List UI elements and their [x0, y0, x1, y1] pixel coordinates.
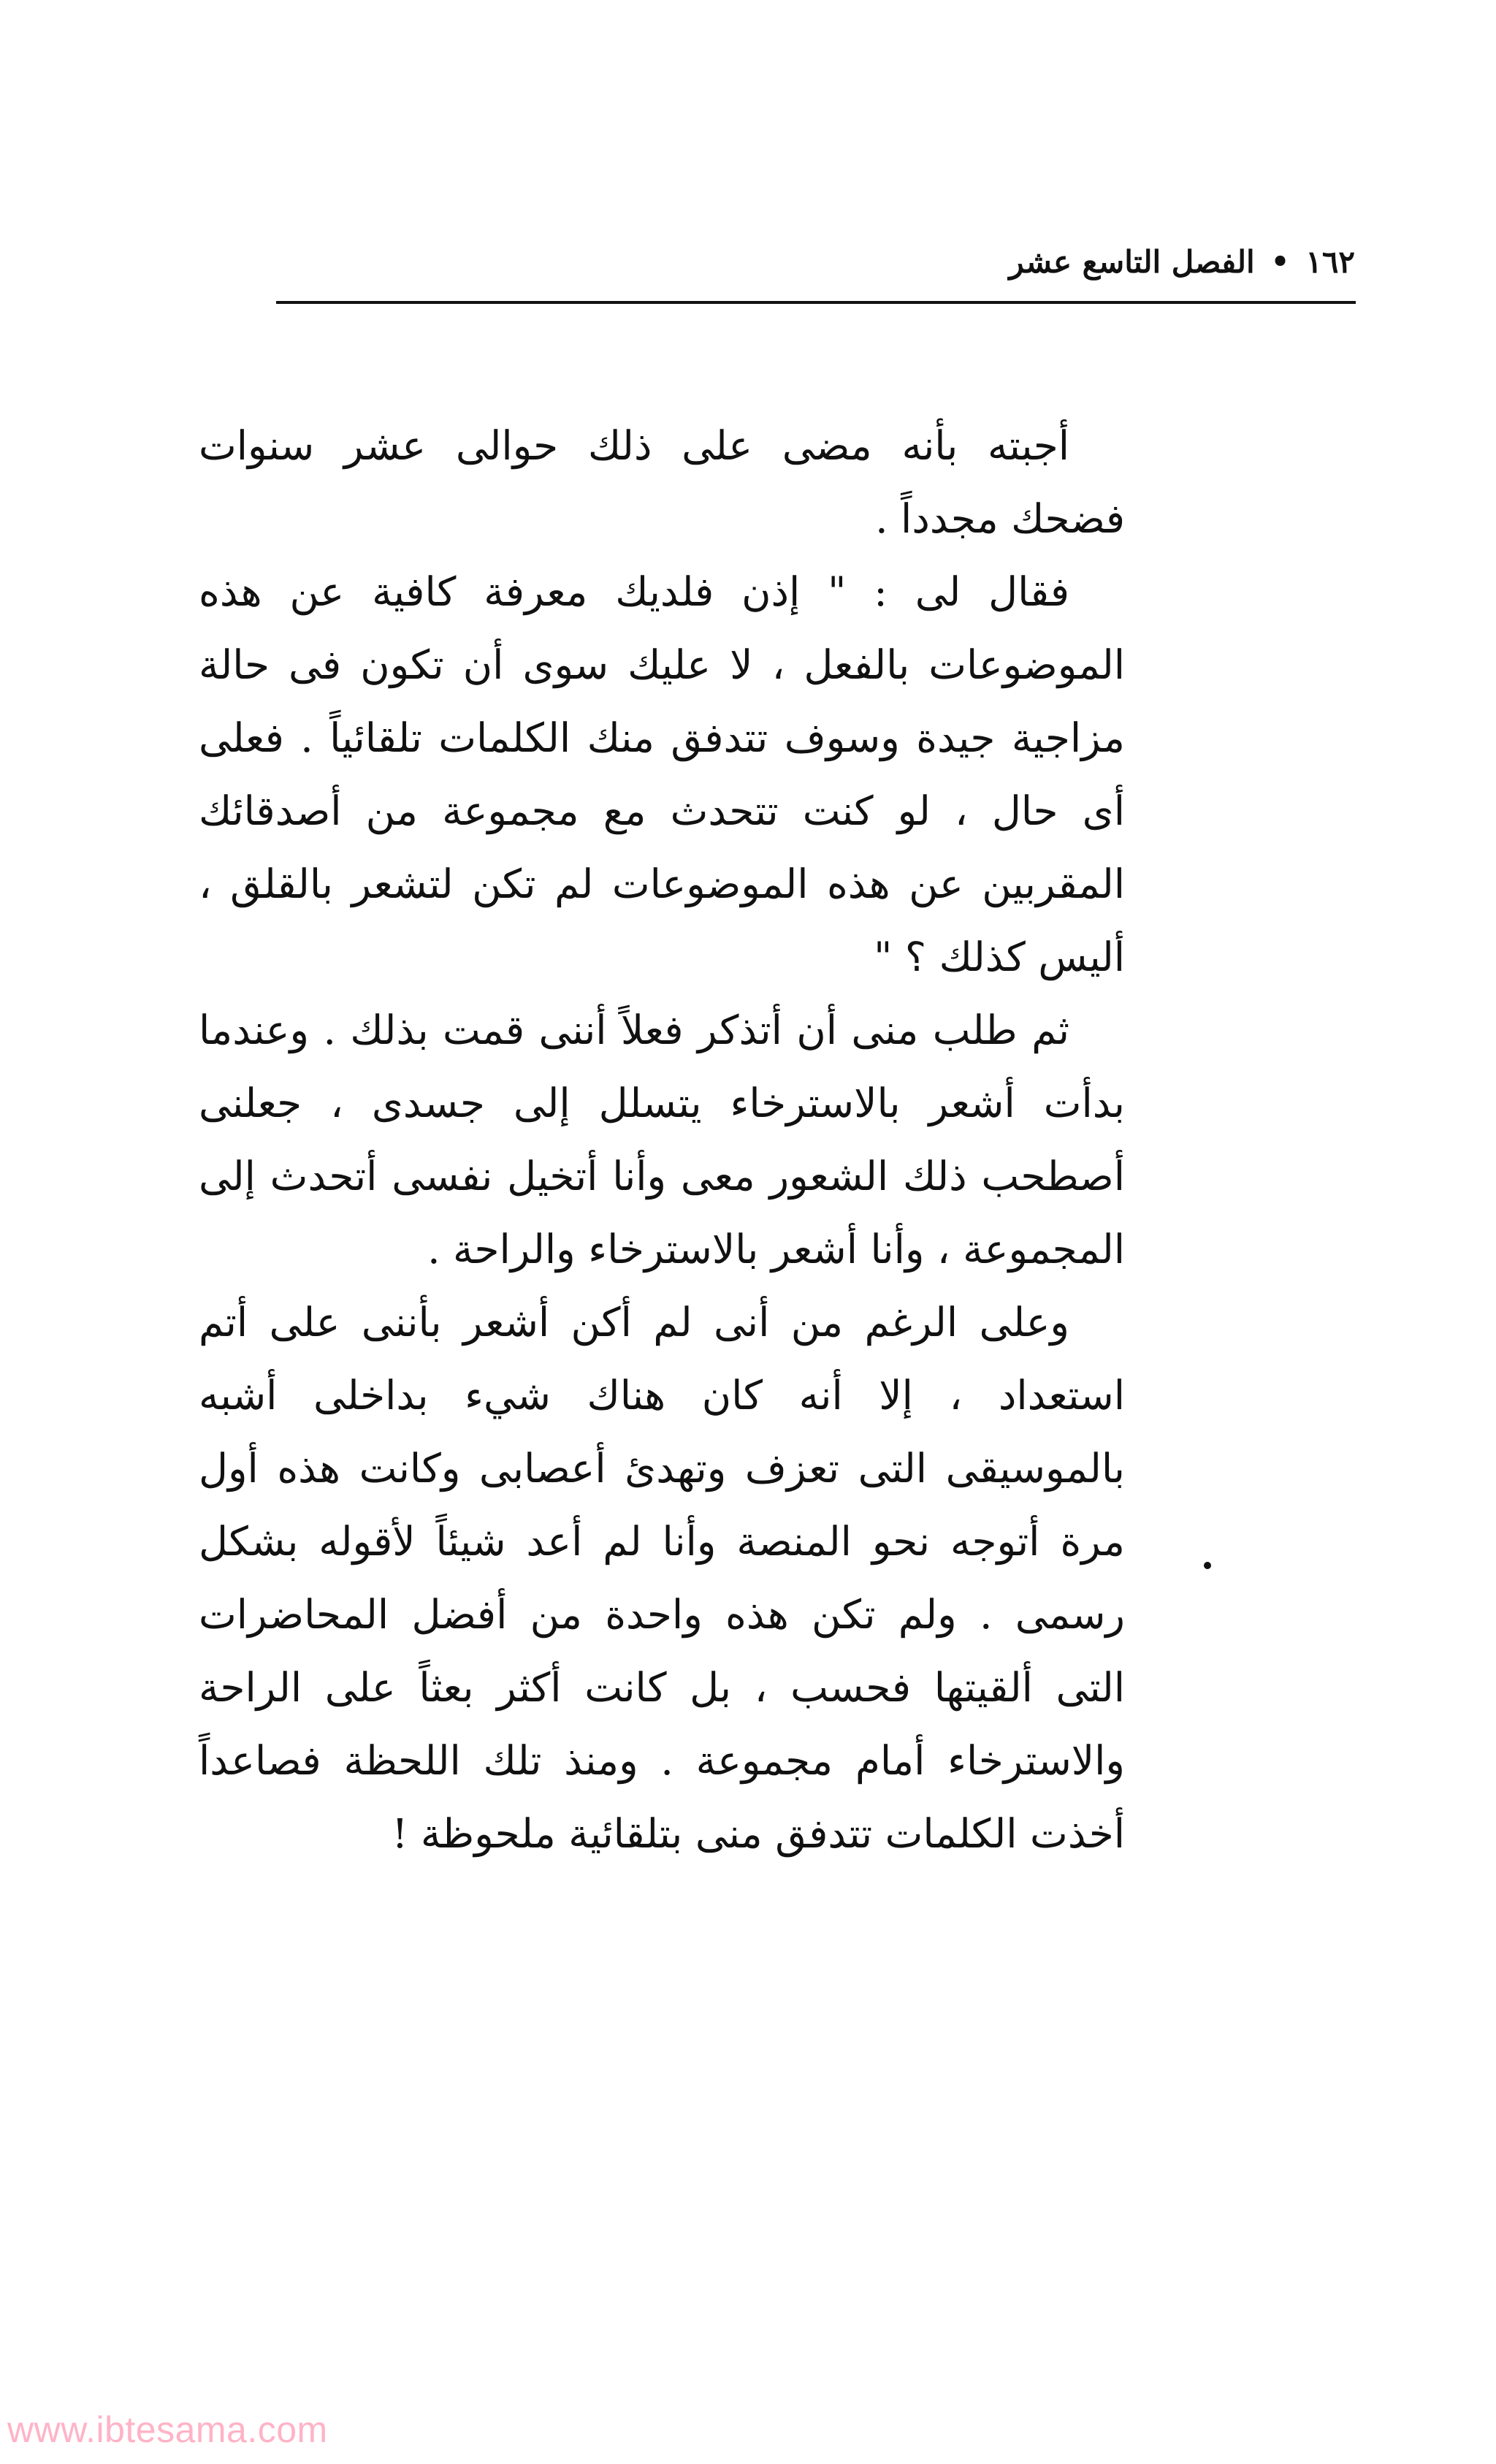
header-divider — [276, 301, 1356, 304]
running-header — [278, 232, 1355, 291]
margin-dot — [1204, 1562, 1211, 1569]
paragraph-3: ثم طلب منى أن أتذكر فعلاً أننى قمت بذلك . وعندما بدأت أشعر بالاسترخاء يتسلل إلى جسدى ، جعلنى أصطحب ذلك الشعور معى وأنا أتخيل نفسى أتحدث إلى المجموعة ، وأنا أشعر بالاسترخاء والراحة . — [199, 1007, 1125, 1273]
watermark-url: www.ibtesama.com — [7, 2409, 328, 2450]
paragraph-1: أجبته بأنه مضى على ذلك حوالى عشر سنوات فضحك مجدداً . — [199, 422, 1125, 542]
paragraph-4: وعلى الرغم من أنى لم أكن أشعر بأننى على أتم استعداد ، إلا أنه كان هناك شيء بداخلى أشبه بالموسيقى التى تعزف وتهدئ أعصابى وكانت هذه أول مرة أتوجه نحو المنصة وأنا لم أعد شيئاً لأقوله بشكل رسمى . ولم تكن هذه واحدة من أفضل المحاضرات التى ألقيتها فحسب ، بل كانت أكثر بعثاً على الراحة والاسترخاء أمام مجموعة . ومنذ تلك اللحظة فصاعداً أخذت الكلمات تتدفق منى بتلقائية ملحوظة ! — [199, 1299, 1125, 1857]
chapter-title: الفصل التاسع عشر — [1009, 243, 1255, 280]
paragraph-2: فقال لى : " إذن فلديك معرفة كافية عن هذه الموضوعات بالفعل ، لا عليك سوى أن تكون فى حالة مزاجية جيدة وسوف تتدفق منك الكلمات تلقائياً . فعلى أى حال ، لو كنت تتحدث مع مجموعة من أصدقائك المقربين عن هذه الموضوعات لم تكن لتشعر بالقلق ، أليس كذلك ؟ " — [199, 568, 1125, 980]
body-text — [199, 409, 1125, 1870]
header-separator: • — [1270, 244, 1290, 279]
page-number: ١٦٢ — [1305, 243, 1355, 280]
